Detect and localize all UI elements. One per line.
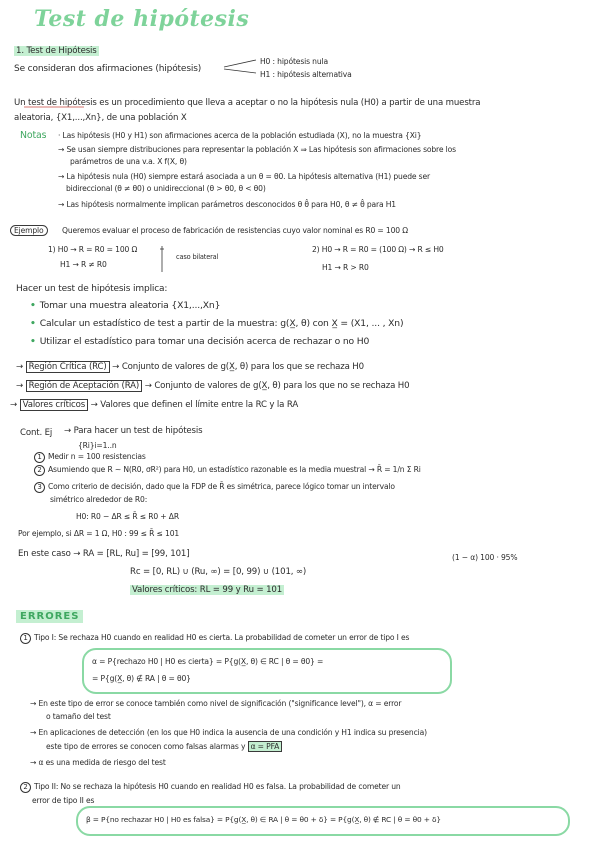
cont-heading: → Para hacer un test de hipótesis bbox=[64, 426, 203, 436]
cont-example: Por ejemplo, si ΔR = 1 Ω, H0 : 99 ≤ R̄ ≤ 101 bbox=[18, 529, 180, 538]
cont-label: Cont. Ej bbox=[20, 428, 53, 438]
cont-critical-values-text: Valores críticos: RL = 99 y Ru = 101 bbox=[132, 585, 283, 595]
region-aceptacion-label: Región de Aceptación (RA) bbox=[26, 380, 142, 392]
error-note-3: → α es una medida de riesgo del test bbox=[30, 758, 166, 767]
error-note-1b: o tamaño del test bbox=[46, 712, 111, 721]
cont-ra: En este caso → RA = [RL, Ru] = [99, 101] bbox=[18, 549, 190, 559]
valores-criticos-row: → Valores críticos → Valores que definen el límite entre la RC y la RA bbox=[10, 400, 299, 410]
h1-label: H1 : hipótesis alternativa bbox=[260, 70, 352, 79]
cont-step-3-text: Como criterio de decisión, dado que la FDP de R̄ es simétrica, parece lógico tomar un intervalo bbox=[48, 482, 395, 491]
error-note-1: → En este tipo de error se conoce también como nivel de significación ("significance level"), α = error bbox=[30, 699, 402, 708]
nota-4: → Las hipótesis normalmente implican parámetros desconocidos θ θ̂ para H0, θ ≠ θ̂ para H1 bbox=[58, 200, 396, 209]
error-note-2b-text: este tipo de errores se conocen como falsas alarmas y bbox=[46, 742, 246, 751]
cont-sub: {Ri}i=1..n bbox=[78, 441, 117, 450]
step-number-icon: 2 bbox=[20, 782, 31, 793]
error-type-2-text: Tipo II: No se rechaza la hipótesis H0 cuando en realidad H0 es falsa. La probabilidad de cometer un bbox=[34, 782, 401, 791]
hypotheses-intro: Se consideran dos afirmaciones (hipótesis) bbox=[14, 64, 202, 74]
nota-2b: parámetros de una v.a. X f(X, θ) bbox=[70, 157, 187, 166]
region-critica-desc: Conjunto de valores de g(X̲, θ) para los que se rechaza H0 bbox=[121, 362, 364, 372]
ejemplo-label: Ejemplo bbox=[10, 225, 48, 236]
valores-criticos-desc: Valores que definen el límite entre la RC y la RA bbox=[100, 400, 299, 410]
definition-line-2: aleatoria, {X1,...,Xn}, de una población X bbox=[14, 113, 187, 123]
cont-interval: H0: R0 − ΔR ≤ R̄ ≤ R0 + ΔR bbox=[76, 512, 179, 521]
error-type-2b: error de tipo II es bbox=[32, 796, 95, 805]
cont-step-2-text: Asumiendo que R ~ N(R0, σR²) para H0, un estadístico razonable es la media muestral → R̄ = 1/n Σ Ri bbox=[48, 465, 421, 474]
region-aceptacion-row: → Región de Aceptación (RA) → Conjunto de valores de g(X̲, θ) para los que no se rechaza H0 bbox=[16, 381, 410, 391]
case-1-note: caso bilateral bbox=[176, 253, 219, 261]
error-note-2: → En aplicaciones de detección (en los que H0 indica la ausencia de una condición y H1 indica su presencia) bbox=[30, 728, 427, 737]
step-number-icon: 2 bbox=[34, 465, 45, 476]
region-aceptacion-desc: Conjunto de valores de g(X̲, θ) para los que no se rechaza H0 bbox=[154, 381, 410, 391]
nota-1: · Las hipótesis (H0 y H1) son afirmaciones acerca de la población estudiada (X), no la muestra {Xi} bbox=[58, 131, 422, 140]
valores-criticos-label: Valores críticos bbox=[20, 399, 88, 411]
nota-3b: bidireccional (θ ≠ θ0) o unidireccional (θ > θ0, θ < θ0) bbox=[66, 184, 266, 193]
alpha-equation-line-2: = P{g(X̲, θ) ∉ RA | θ = θ0} bbox=[92, 674, 191, 683]
definition-line-1: Un test de hipótesis es un procedimiento que lleva a aceptar o no la hipótesis nula (H0) a partir de una muestra bbox=[14, 98, 481, 108]
region-critica-row: → Región Crítica (RC) → Conjunto de valores de g(X̲, θ) para los que se rechaza H0 bbox=[16, 362, 364, 372]
cont-heading-text: Para hacer un test de hipótesis bbox=[73, 426, 203, 436]
step-number-icon: 1 bbox=[34, 452, 45, 463]
hacer-intro: Hacer un test de hipótesis implica: bbox=[16, 284, 168, 294]
bullet-icon: • bbox=[30, 318, 36, 329]
ejemplo-text: Queremos evaluar el proceso de fabricación de resistencias cuyo valor nominal es R0 = 100 Ω bbox=[62, 226, 408, 235]
cont-confidence: (1 − α) 100 · 95% bbox=[452, 553, 518, 562]
step-number-icon: 3 bbox=[34, 482, 45, 493]
bullet-icon: • bbox=[30, 300, 36, 311]
h0-label: H0 : hipótesis nula bbox=[260, 57, 328, 66]
alpha-equation-line-1: α = P{rechazo H0 | H0 es cierta} = P{g(X̲, θ) ∈ RC | θ = θ0} = bbox=[92, 657, 324, 666]
case-1-h1: H1 → R ≠ R0 bbox=[60, 260, 107, 269]
case-1-h0: 1) H0 → R = R0 = 100 Ω bbox=[48, 245, 138, 254]
hacer-step-3-text: Utilizar el estadístico para tomar una decisión acerca de rechazar o no H0 bbox=[39, 336, 370, 347]
cont-step-1-text: Medir n = 100 resistencias bbox=[48, 452, 146, 461]
notas-label: Notas bbox=[20, 130, 47, 141]
region-critica-label: Región Crítica (RC) bbox=[26, 361, 110, 373]
pfa-label: α = PFA bbox=[248, 741, 283, 752]
bullet-icon: • bbox=[30, 336, 36, 347]
nota-3: → La hipótesis nula (H0) siempre estará asociada a un θ = θ0. La hipótesis alternativa (H1) puede ser bbox=[58, 172, 430, 181]
error-type-1-text: Tipo I: Se rechaza H0 cuando en realidad H0 es cierta. La probabilidad de cometer un error de tipo I es bbox=[34, 633, 410, 642]
step-number-icon: 1 bbox=[20, 633, 31, 644]
page-title: Test de hipótesis bbox=[34, 6, 250, 32]
nota-2: → Se usan siempre distribuciones para representar la población X ⇒ Las hipótesis son afirmaciones sobre los bbox=[58, 145, 456, 154]
hacer-step-2-text: Calcular un estadístico de test a partir de la muestra: g(X̲, θ) con X̲ = (X1, ... , Xn) bbox=[39, 318, 404, 329]
case-2-h1: H1 → R > R0 bbox=[322, 263, 369, 272]
case-2-h0: 2) H0 → R = R0 = (100 Ω) → R ≤ H0 bbox=[312, 245, 444, 254]
cont-step-3b: simétrico alrededor de R0: bbox=[50, 495, 148, 504]
errores-heading: ERRORES bbox=[16, 610, 83, 623]
section-heading-text: 1. Test de Hipótesis bbox=[16, 46, 97, 56]
beta-equation: β = P{no rechazar H0 | H0 es falsa} = P{g(X̲, θ) ∈ RA | θ = θ0 + δ} = P{g(X̲, θ) ∉ RC | θ = θ0 + δ} bbox=[86, 815, 441, 824]
hacer-step-1-text: Tomar una muestra aleatoria {X1,...,Xn} bbox=[39, 300, 221, 311]
cont-rc: Rc = [0, RL) ∪ (Ru, ∞) = [0, 99) ∪ (101, ∞) bbox=[130, 567, 307, 577]
